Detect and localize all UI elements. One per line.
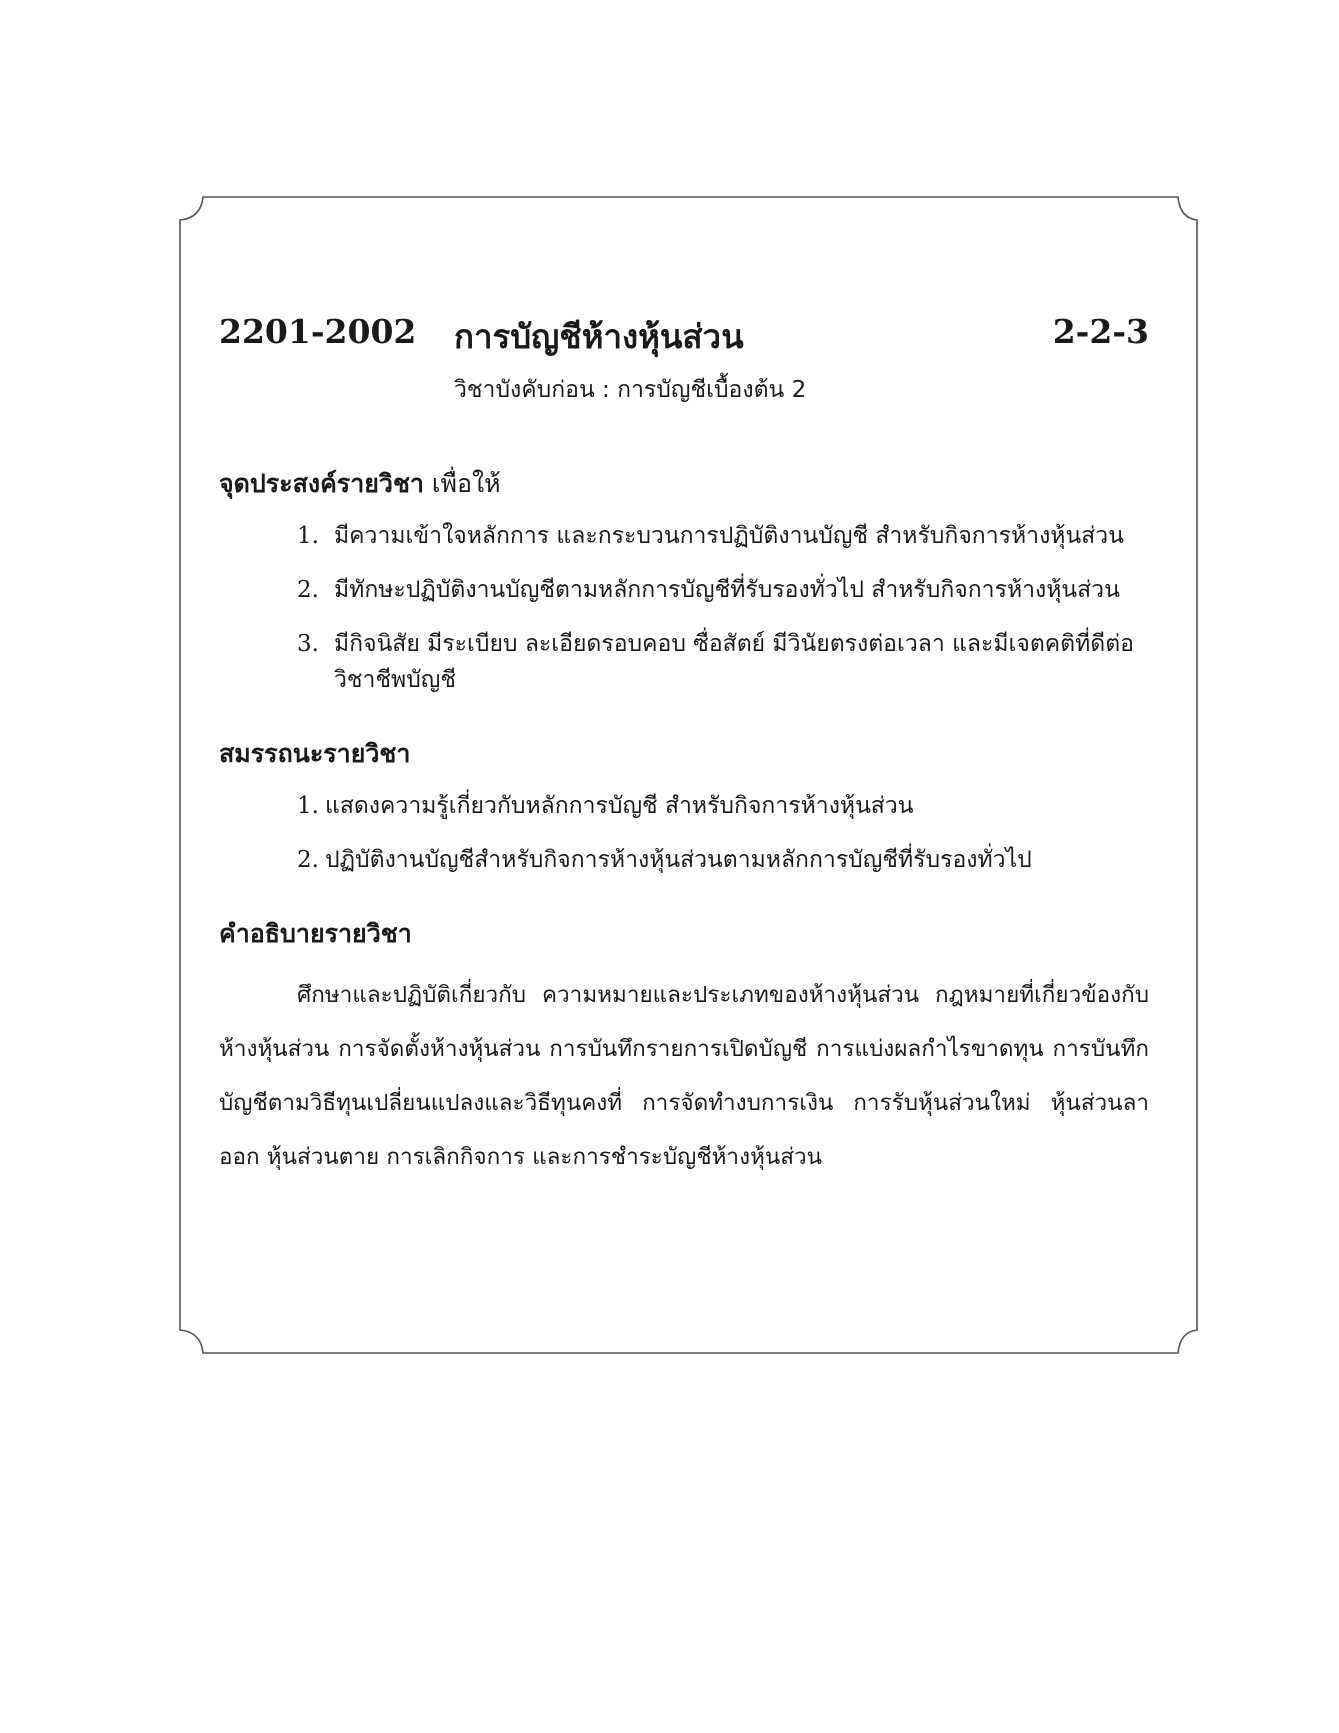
objectives-heading <box>219 464 1149 504</box>
course-credits: 2-2-3 <box>1052 312 1149 351</box>
description-text: ศึกษาและปฏิบัติเกี่ยวกับ ความหมายและประเภทของห้างหุ้นส่วน กฎหมายที่เกี่ยวข้องกับห้างหุ้นส่วน การจัดตั้งห้างหุ้นส่วน การบันทึกรายการเปิดบัญชี การแบ่งผลกำไรขาดทุน การบันทึกบัญชีตามวิธีทุนเปลี่ยนแปลงและวิธีทุนคงที่ การจัดทำงบการเงิน การรับหุ้นส่วนใหม่ หุ้นส่วนลาออก หุ้นส่วนตาย การเลิกกิจการ และการชำระบัญชีห้างหุ้นส่วน <box>219 982 1149 1170</box>
competency-heading: สมรรถนะรายวิชา <box>219 739 411 768</box>
list-item-number: 2. <box>297 577 319 603</box>
list-item <box>219 518 1149 554</box>
description-section <box>219 914 1149 1184</box>
list-item-number: 1. <box>297 523 319 549</box>
list-item <box>219 626 1149 698</box>
prerequisite: วิชาบังคับก่อน : การบัญชีเบื้องต้น 2 <box>454 377 807 403</box>
list-item-text: มีกิจนิสัย มีระเบียบ ละเอียดรอบคอบ ซื่อสัตย์ มีวินัยตรงต่อเวลา และมีเจตคติที่ดีต่อวิชาชีพบัญชี <box>334 631 1134 693</box>
course-card <box>219 300 1149 1184</box>
list-item <box>219 572 1149 608</box>
list-item <box>219 842 1149 878</box>
course-header <box>219 300 1149 360</box>
list-item-text: มีทักษะปฏิบัติงานบัญชีตามหลักการบัญชีที่รับรองทั่วไป สำหรับกิจการห้างหุ้นส่วน <box>334 577 1120 603</box>
description-heading: คำอธิบายรายวิชา <box>219 919 412 948</box>
objectives-heading-suffix: เพื่อให้ <box>423 469 501 498</box>
course-code: 2201-2002 <box>219 312 417 351</box>
competency-list <box>219 788 1149 878</box>
course-title: การบัญชีห้างหุ้นส่วน <box>454 317 744 356</box>
objectives-heading-label: จุดประสงค์รายวิชา <box>219 469 424 498</box>
list-item <box>219 788 1149 824</box>
objectives-section <box>219 464 1149 698</box>
list-item-text: แสดงความรู้เกี่ยวกับหลักการบัญชี สำหรับกิจการห้างหุ้นส่วน <box>325 793 914 819</box>
list-item-number: 3. <box>297 631 319 657</box>
list-item-text: มีความเข้าใจหลักการ และกระบวนการปฏิบัติงานบัญชี สำหรับกิจการห้างหุ้นส่วน <box>334 523 1124 549</box>
competency-section <box>219 734 1149 878</box>
list-item-number: 2. <box>297 847 319 873</box>
list-item-text: ปฏิบัติงานบัญชีสำหรับกิจการห้างหุ้นส่วนตามหลักการบัญชีที่รับรองทั่วไป <box>325 847 1032 873</box>
list-item-number: 1. <box>297 793 319 819</box>
objectives-list <box>219 518 1149 698</box>
